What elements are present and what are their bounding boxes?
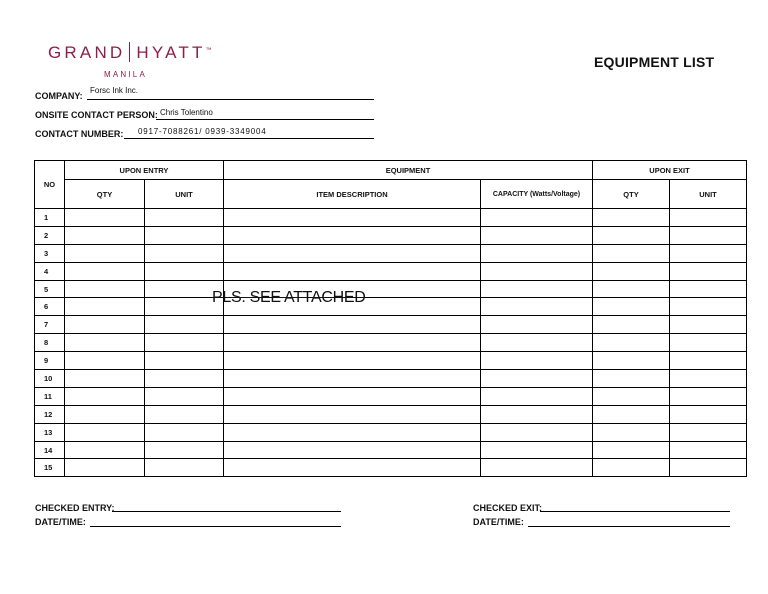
table-row <box>35 387 747 405</box>
row-number: 10 <box>35 370 65 388</box>
table-row <box>35 262 747 280</box>
row-number: 1 <box>35 209 65 227</box>
cell-entry-qty[interactable] <box>65 209 145 227</box>
cell-entry-qty[interactable] <box>65 370 145 388</box>
cell-exit-qty[interactable] <box>593 423 670 441</box>
cell-capacity[interactable] <box>481 405 593 423</box>
cell-item-description[interactable] <box>224 459 481 477</box>
header-entry-qty: QTY <box>65 180 145 209</box>
row-number: 15 <box>35 459 65 477</box>
cell-exit-qty[interactable] <box>593 352 670 370</box>
cell-exit-qty[interactable] <box>593 316 670 334</box>
cell-item-description[interactable] <box>224 262 481 280</box>
header-exit-unit: UNIT <box>670 180 747 209</box>
row-number: 12 <box>35 405 65 423</box>
date-time-entry-label: DATE/TIME: <box>35 517 86 527</box>
cell-capacity[interactable] <box>481 226 593 244</box>
row-number: 5 <box>35 280 65 298</box>
row-number: 11 <box>35 387 65 405</box>
table-row <box>35 441 747 459</box>
table-row <box>35 226 747 244</box>
cell-item-description[interactable] <box>224 316 481 334</box>
cell-entry-unit[interactable] <box>145 352 224 370</box>
cell-entry-qty[interactable] <box>65 352 145 370</box>
row-number: 3 <box>35 244 65 262</box>
header-upon-entry: UPON ENTRY <box>65 161 224 180</box>
cell-item-description[interactable] <box>224 387 481 405</box>
contact-number-label: CONTACT NUMBER: <box>35 129 124 139</box>
company-field[interactable] <box>87 99 374 100</box>
header-capacity: CAPACITY (Watts/Voltage) <box>481 180 593 209</box>
table-row <box>35 298 747 316</box>
cell-entry-qty[interactable] <box>65 387 145 405</box>
cell-item-description[interactable] <box>224 226 481 244</box>
cell-exit-qty[interactable] <box>593 405 670 423</box>
cell-entry-qty[interactable] <box>65 459 145 477</box>
onsite-contact-label: ONSITE CONTACT PERSON: <box>35 110 158 120</box>
cell-entry-unit[interactable] <box>145 370 224 388</box>
date-time-entry-field[interactable] <box>90 526 341 527</box>
cell-capacity[interactable] <box>481 280 593 298</box>
cell-capacity[interactable] <box>481 209 593 227</box>
cell-entry-unit[interactable] <box>145 244 224 262</box>
cell-exit-unit[interactable] <box>670 423 747 441</box>
cell-item-description[interactable] <box>224 405 481 423</box>
cell-entry-qty[interactable] <box>65 423 145 441</box>
cell-entry-unit[interactable] <box>145 316 224 334</box>
table-row <box>35 244 747 262</box>
cell-entry-unit[interactable] <box>145 387 224 405</box>
table-row <box>35 280 747 298</box>
row-number: 8 <box>35 334 65 352</box>
cell-capacity[interactable] <box>481 441 593 459</box>
cell-exit-qty[interactable] <box>593 459 670 477</box>
cell-exit-unit[interactable] <box>670 262 747 280</box>
cell-exit-qty[interactable] <box>593 280 670 298</box>
header-no: NO <box>35 161 65 209</box>
logo-location: MANILA <box>104 70 147 79</box>
table-row <box>35 209 747 227</box>
cell-exit-qty[interactable] <box>593 262 670 280</box>
cell-entry-unit[interactable] <box>145 226 224 244</box>
header-entry-unit: UNIT <box>145 180 224 209</box>
cell-entry-unit[interactable] <box>145 441 224 459</box>
cell-entry-qty[interactable] <box>65 405 145 423</box>
header-item-description: ITEM DESCRIPTION <box>224 180 481 209</box>
cell-exit-unit[interactable] <box>670 226 747 244</box>
header-upon-exit: UPON EXIT <box>593 161 747 180</box>
cell-exit-unit[interactable] <box>670 441 747 459</box>
cell-entry-unit[interactable] <box>145 209 224 227</box>
header-equipment: EQUIPMENT <box>224 161 593 180</box>
row-number: 14 <box>35 441 65 459</box>
cell-capacity[interactable] <box>481 244 593 262</box>
cell-item-description[interactable] <box>224 352 481 370</box>
checked-entry-field[interactable] <box>112 511 341 512</box>
table-row <box>35 316 747 334</box>
cell-capacity[interactable] <box>481 387 593 405</box>
cell-capacity[interactable] <box>481 334 593 352</box>
checked-exit-field[interactable] <box>540 511 730 512</box>
table-row <box>35 459 747 477</box>
table-row <box>35 352 747 370</box>
see-attached-note: PLS. SEE ATTACHED <box>212 289 366 306</box>
cell-item-description[interactable] <box>224 244 481 262</box>
cell-exit-unit[interactable] <box>670 405 747 423</box>
header-exit-qty: QTY <box>593 180 670 209</box>
cell-item-description[interactable] <box>224 370 481 388</box>
cell-exit-qty[interactable] <box>593 226 670 244</box>
cell-exit-unit[interactable] <box>670 387 747 405</box>
onsite-contact-field[interactable] <box>156 119 374 120</box>
cell-capacity[interactable] <box>481 423 593 441</box>
cell-entry-unit[interactable] <box>145 459 224 477</box>
cell-exit-unit[interactable] <box>670 459 747 477</box>
cell-entry-unit[interactable] <box>145 334 224 352</box>
cell-capacity[interactable] <box>481 298 593 316</box>
table-row <box>35 370 747 388</box>
date-time-exit-label: DATE/TIME: <box>473 517 524 527</box>
contact-number-field[interactable] <box>124 138 374 139</box>
cell-entry-qty[interactable] <box>65 316 145 334</box>
cell-exit-qty[interactable] <box>593 387 670 405</box>
document-title: EQUIPMENT LIST <box>594 54 715 70</box>
row-number: 7 <box>35 316 65 334</box>
cell-item-description[interactable] <box>224 441 481 459</box>
cell-capacity[interactable] <box>481 370 593 388</box>
cell-entry-qty[interactable] <box>65 441 145 459</box>
cell-exit-unit[interactable] <box>670 280 747 298</box>
cell-exit-unit[interactable] <box>670 244 747 262</box>
cell-entry-qty[interactable] <box>65 298 145 316</box>
cell-exit-unit[interactable] <box>670 209 747 227</box>
checked-exit-label: CHECKED EXIT: <box>473 503 543 513</box>
cell-capacity[interactable] <box>481 262 593 280</box>
cell-entry-unit[interactable] <box>145 262 224 280</box>
cell-entry-qty[interactable] <box>65 262 145 280</box>
contact-number-value: 0917-7088261/ 0939-3349004 <box>138 127 267 136</box>
table-row <box>35 334 747 352</box>
cell-entry-qty[interactable] <box>65 244 145 262</box>
cell-exit-unit[interactable] <box>670 298 747 316</box>
cell-capacity[interactable] <box>481 352 593 370</box>
cell-capacity[interactable] <box>481 316 593 334</box>
cell-entry-unit[interactable] <box>145 423 224 441</box>
cell-item-description[interactable] <box>224 334 481 352</box>
row-number: 2 <box>35 226 65 244</box>
row-number: 9 <box>35 352 65 370</box>
date-time-exit-field[interactable] <box>528 526 730 527</box>
row-number: 13 <box>35 423 65 441</box>
company-label: COMPANY: <box>35 91 83 101</box>
equipment-table <box>34 160 747 477</box>
row-number: 6 <box>35 298 65 316</box>
cell-exit-unit[interactable] <box>670 316 747 334</box>
cell-entry-unit[interactable] <box>145 405 224 423</box>
onsite-contact-value: Chris Tolentino <box>160 108 213 117</box>
cell-exit-qty[interactable] <box>593 334 670 352</box>
cell-item-description[interactable] <box>224 209 481 227</box>
cell-entry-qty[interactable] <box>65 226 145 244</box>
cell-exit-unit[interactable] <box>670 370 747 388</box>
table-row <box>35 423 747 441</box>
logo-brand-left: GRAND <box>48 43 126 62</box>
cell-capacity[interactable] <box>481 459 593 477</box>
logo-brand-right: HYATT <box>136 43 206 62</box>
cell-exit-unit[interactable] <box>670 352 747 370</box>
cell-exit-qty[interactable] <box>593 441 670 459</box>
cell-exit-qty[interactable] <box>593 244 670 262</box>
cell-exit-unit[interactable] <box>670 334 747 352</box>
logo-trademark: ™ <box>205 47 212 54</box>
cell-exit-qty[interactable] <box>593 209 670 227</box>
cell-exit-qty[interactable] <box>593 298 670 316</box>
cell-entry-qty[interactable] <box>65 334 145 352</box>
grand-hyatt-logo <box>48 42 212 63</box>
company-value: Forsc Ink Inc. <box>90 86 139 95</box>
table-row <box>35 405 747 423</box>
cell-exit-qty[interactable] <box>593 370 670 388</box>
row-number: 4 <box>35 262 65 280</box>
checked-entry-label: CHECKED ENTRY: <box>35 503 115 513</box>
logo-divider <box>129 42 130 62</box>
cell-item-description[interactable] <box>224 423 481 441</box>
cell-entry-qty[interactable] <box>65 280 145 298</box>
